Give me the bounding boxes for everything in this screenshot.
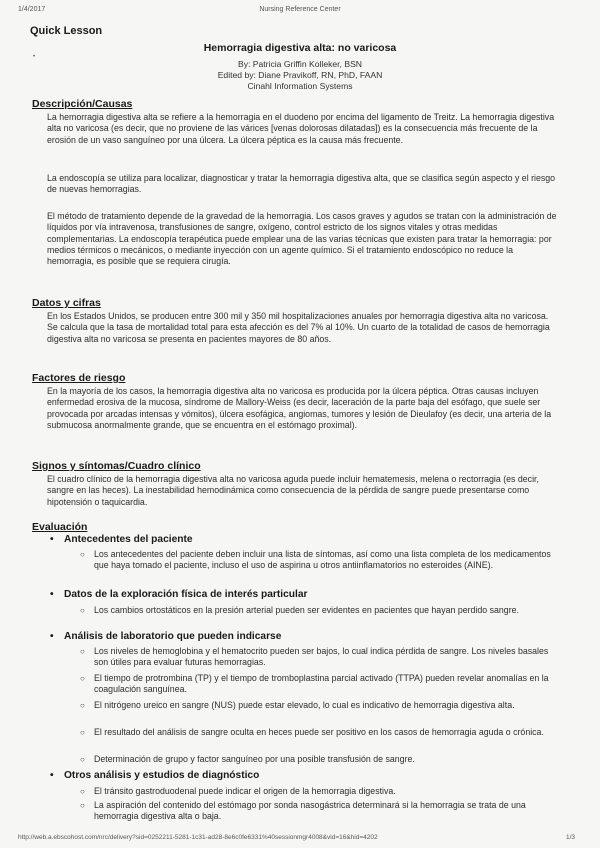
section-heading-datos: Datos y cifras xyxy=(32,297,101,309)
circle-bullet-icon: ○ xyxy=(80,701,85,710)
author-credit: By: Patricia Griffin Kolleker, BSN xyxy=(237,59,363,69)
list-item xyxy=(80,700,560,711)
circle-bullet-icon: ○ xyxy=(80,674,85,683)
bullet-icon: • xyxy=(50,770,54,781)
eval-group-title: Análisis de laboratorio que pueden indicarse xyxy=(64,631,282,642)
eval-group-title: Otros análisis y estudios de diagnóstico xyxy=(64,770,260,781)
circle-bullet-icon: ○ xyxy=(80,755,85,764)
list-item-text: El tránsito gastroduodenal puede indicar el origen de la hemorragia digestiva. xyxy=(94,786,396,796)
descripcion-paragraph-1: La hemorragia digestiva alta se refiere a la hemorragia en el duodeno por encima del ligamento de Treitz. La hemorragia digestiva alta no varicosa (es decir, que no proviene de las várices [venas dolorosas dilatadas]) es la consecuencia más frecuente de la erosión de un vaso sanguíneo por una úlcera. La úlcera péptica es la causa más frecuente. xyxy=(47,112,555,145)
source-url[interactable]: http://web.a.ebscohost.com/nrc/delivery?sid=0252211-5281-1c31-ad28-8e6c0fe6331%40sessionmgr4008&vid=16&hid=4202 xyxy=(18,834,378,841)
list-item-text: El tiempo de protrombina (TP) y el tiempo de tromboplastina parcial activado (TTPA) pueden revelar anomalías en la coagulación sanguínea. xyxy=(94,673,549,695)
descripcion-paragraph-2: La endoscopía se utiliza para localizar, diagnosticar y tratar la hemorragia digestiva alta, que se clasifica según aspecto y el riesgo de nuevas hemorragias. xyxy=(47,173,556,195)
bullet-icon: • xyxy=(50,534,54,545)
list-item xyxy=(80,800,560,822)
circle-bullet-icon: ○ xyxy=(80,550,85,559)
list-item-text: Los antecedentes del paciente deben incluir una lista de síntomas, así como una lista completa de los medicamentos que haya tomado el paciente, incluso el uso de aspirina u otros antiinflamatorios no esteroides (AINE). xyxy=(94,549,551,571)
eval-group-antecedentes xyxy=(50,534,193,545)
list-item xyxy=(80,605,560,616)
list-item-text: Los niveles de hemoglobina y el hematocrito pueden ser bajos, lo cual indica pérdida de sangre. Los niveles basales son útiles para evaluar futuras hemorragias. xyxy=(94,646,549,668)
section-heading-factores: Factores de riesgo xyxy=(32,372,126,384)
organization-credit: Cinahl Information Systems xyxy=(247,81,353,91)
list-item xyxy=(80,786,560,797)
page-title: Hemorragia digestiva alta: no varicosa xyxy=(203,42,397,54)
page-number: 1/3 xyxy=(566,834,576,841)
list-item xyxy=(80,673,560,695)
list-item-text: El resultado del análisis de sangre oculta en heces puede ser positivo en los casos de hemorragia aguda o crónica. xyxy=(94,727,544,737)
circle-bullet-icon: ○ xyxy=(80,606,85,615)
eval-group-laboratorio xyxy=(50,631,281,642)
print-date: 1/4/2017 xyxy=(18,6,46,13)
descripcion-paragraph-3: El método de tratamiento depende de la gravedad de la hemorragia. Los casos graves y agudos se tratan con la administración de líquidos por vía intravenosa, transfusiones de sangre, oxígeno, control estricto de los signos vitales y otras medidas complementarias. La endoscopía terapéutica puede emplear una de las varias técnicas que existen para tratar la hemorragia: por medios térmicos o mecánicos, o mediante inyección con un agente químico. Si el tratamiento endoscópico no reduce la hemorragia, es posible que se requiera cirugía. xyxy=(47,211,557,267)
list-item xyxy=(80,727,560,738)
stray-mark: • xyxy=(33,54,36,60)
list-item-text: El nitrógeno ureico en sangre (NUS) puede estar elevado, lo cual es indicativo de hemorragia digestiva alta. xyxy=(94,700,515,710)
site-name: Nursing Reference Center xyxy=(259,6,341,13)
list-item-text: Los cambios ortostáticos en la presión arterial pueden ser evidentes en pacientes que hayan perdido sangre. xyxy=(94,605,519,615)
list-item xyxy=(80,646,560,668)
circle-bullet-icon: ○ xyxy=(80,728,85,737)
section-heading-descripcion: Descripción/Causas xyxy=(32,98,133,110)
eval-group-title: Antecedentes del paciente xyxy=(64,534,193,545)
list-item xyxy=(80,754,560,765)
bullet-icon: • xyxy=(50,631,54,642)
quick-lesson-label: Quick Lesson xyxy=(30,25,103,37)
editor-credit: Edited by: Diane Pravikoff, RN, PhD, FAAN xyxy=(217,70,383,80)
list-item-text: Determinación de grupo y factor sanguíneo por una posible transfusión de sangre. xyxy=(94,754,415,764)
bullet-icon: • xyxy=(50,589,54,600)
circle-bullet-icon: ○ xyxy=(80,787,85,796)
section-heading-signos: Signos y síntomas/Cuadro clínico xyxy=(32,460,201,472)
factores-paragraph-1: En la mayoría de los casos, la hemorragia digestiva alta no varicosa es producida por la úlcera péptica. Otras causas incluyen enfermedad erosiva de la mucosa, síndrome de Mallory-Weiss (es decir, laceración de la parte baja del esófago, que suele ser provocada por arcadas intensas y vómitos), úlcera esofágica, angiomas, tumores y lesión de Dieulafoy (es decir, una arteria de la submucosa anormalmente grande, que se encuentra en el estómago proximal). xyxy=(47,386,552,430)
datos-paragraph-1: En los Estados Unidos, se producen entre 300 mil y 350 mil hospitalizaciones anuales por hemorragia digestiva alta no varicosa. Se calcula que la tasa de mortalidad total para esta afección es del 7% al 10%. Un cuarto de la totalidad de casos de hemorragia digestiva alta no varicosa se presenta en pacientes mayores de 80 años. xyxy=(47,311,550,344)
list-item xyxy=(80,549,560,571)
eval-group-title: Datos de la exploración física de interés particular xyxy=(64,589,308,600)
circle-bullet-icon: ○ xyxy=(80,801,85,810)
signos-paragraph-1: El cuadro clínico de la hemorragia digestiva alta no varicosa aguda puede incluir hematemesis, melena o rectorragia (es decir, sangre en las heces). La inestabilidad hemodinámica como consecuencia de la pérdida de sangre puede presentarse como hipotensión o taquicardia. xyxy=(47,474,539,507)
section-heading-evaluacion: Evaluación xyxy=(32,521,88,533)
list-item-text: La aspiración del contenido del estómago por sonda nasogástrica determinará si la hemorragia se trata de una hemorragia digestiva alta o baja. xyxy=(94,800,526,822)
eval-group-exploracion xyxy=(50,589,307,600)
circle-bullet-icon: ○ xyxy=(80,647,85,656)
eval-group-otros xyxy=(50,770,259,781)
